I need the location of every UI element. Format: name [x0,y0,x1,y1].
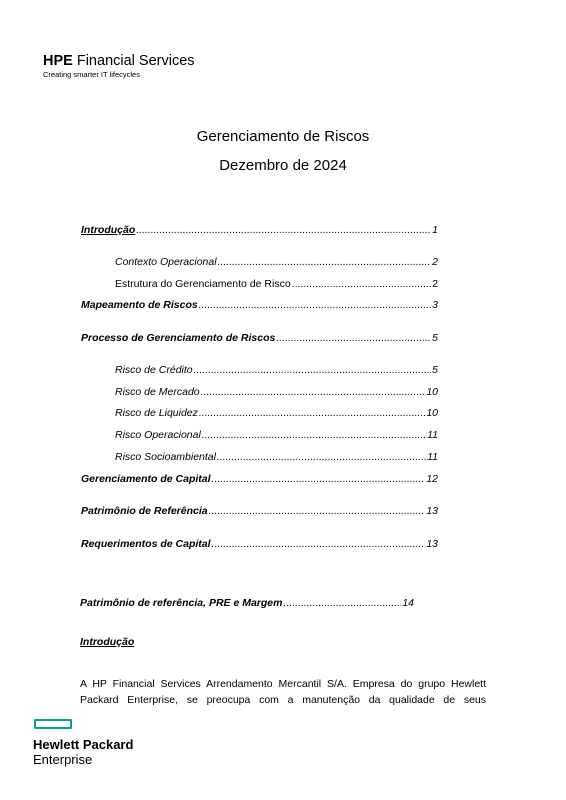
toc-entry-page: 11 [427,429,438,441]
toc-entry-title: Mapeamento de Riscos [81,299,198,311]
toc-entry-page: 13 [426,505,438,517]
toc-leader-dots [194,364,432,377]
toc-leader-dots [136,224,431,237]
document-title: Gerenciamento de Riscos [196,128,370,145]
toc-leader-dots [209,505,426,518]
toc-entry-title: Contexto Operacional [115,256,217,268]
toc-entry-title: Estrutura do Gerenciamento de Risco [115,278,291,290]
toc-entry-risco-socioambiental[interactable] [115,451,438,464]
hpe-element-icon [34,719,72,729]
toc-entry-processo[interactable] [81,332,438,345]
hpe-financial-services-logo [43,53,195,79]
paragraph-line: A HP Financial Services Arrendamento Mercantil S/A. Empresa do grupo Hewlett [80,678,486,690]
toc-entry-title: Requerimentos de Capital [81,538,211,550]
toc-entry-title: Risco Socioambiental [115,451,216,463]
toc-entry-page: 2 [432,256,438,268]
toc-entry-requerimentos-capital[interactable] [81,538,438,551]
paragraph-line: Packard Enterprise, se preocupa com a manutenção da qualidade de seus [80,694,486,706]
toc-entry-page: 11 [427,451,438,463]
brand-name-bold: HPE [43,53,73,69]
toc-entry-page: 5 [432,332,438,344]
toc-entry-contexto-operacional[interactable] [115,256,438,269]
toc-entry-title: Patrimônio de Referência [81,505,208,517]
toc-entry-page: 2 [432,278,438,290]
toc-entry-title: Gerenciamento de Capital [81,473,211,485]
toc-entry-page: 10 [426,407,438,419]
section-heading: Introdução [80,636,135,648]
toc-entry-pre-margem[interactable] [80,597,414,610]
toc-leader-dots [218,256,432,269]
toc-entry-mapeamento[interactable] [81,299,438,312]
document-date: Dezembro de 2024 [219,157,347,174]
brand-name-rest: Financial Services [72,53,195,69]
logo-line-2: Enterprise [33,752,93,767]
toc-leader-dots [276,332,431,345]
toc-entry-page: 10 [426,386,438,398]
toc-entry-title: Patrimônio de referência, PRE e Margem [80,597,283,609]
toc-entry-risco-mercado[interactable] [115,386,438,399]
toc-entry-risco-operacional[interactable] [115,429,438,442]
toc-leader-dots [202,429,426,442]
toc-leader-dots [283,597,401,610]
toc-leader-dots [201,386,426,399]
toc-leader-dots [292,278,431,291]
toc-entry-title: Introdução [81,224,136,236]
toc-entry-estrutura[interactable] [115,278,438,291]
toc-entry-title: Risco de Mercado [115,386,200,398]
toc-leader-dots [212,473,426,486]
toc-entry-page: 3 [432,299,438,311]
toc-entry-page: 1 [432,224,438,236]
toc-entry-page: 5 [432,364,438,376]
toc-leader-dots [199,407,425,420]
toc-entry-title: Risco de Crédito [115,364,193,376]
toc-entry-title: Processo de Gerenciamento de Riscos [81,332,276,344]
toc-entry-title: Risco de Liquidez [115,407,198,419]
toc-entry-title: Risco Operacional [115,429,201,441]
toc-entry-patrimonio-referencia[interactable] [81,505,438,518]
toc-entry-gerenciamento-capital[interactable] [81,473,438,486]
brand-name [43,53,195,69]
toc-leader-dots [217,451,426,464]
toc-entry-introducao[interactable] [81,224,438,237]
toc-entry-risco-credito[interactable] [115,364,438,377]
logo-line-1: Hewlett Packard [33,737,134,752]
toc-entry-risco-liquidez[interactable] [115,407,438,420]
toc-entry-page: 12 [426,473,438,485]
intro-paragraph [80,676,486,708]
brand-tagline: Creating smarter IT lifecycles [43,70,140,79]
toc-leader-dots [199,299,431,312]
toc-entry-page: 13 [426,538,438,550]
toc-leader-dots [212,538,426,551]
hewlett-packard-enterprise-logo [33,719,133,767]
toc-entry-page: 14 [402,597,414,609]
